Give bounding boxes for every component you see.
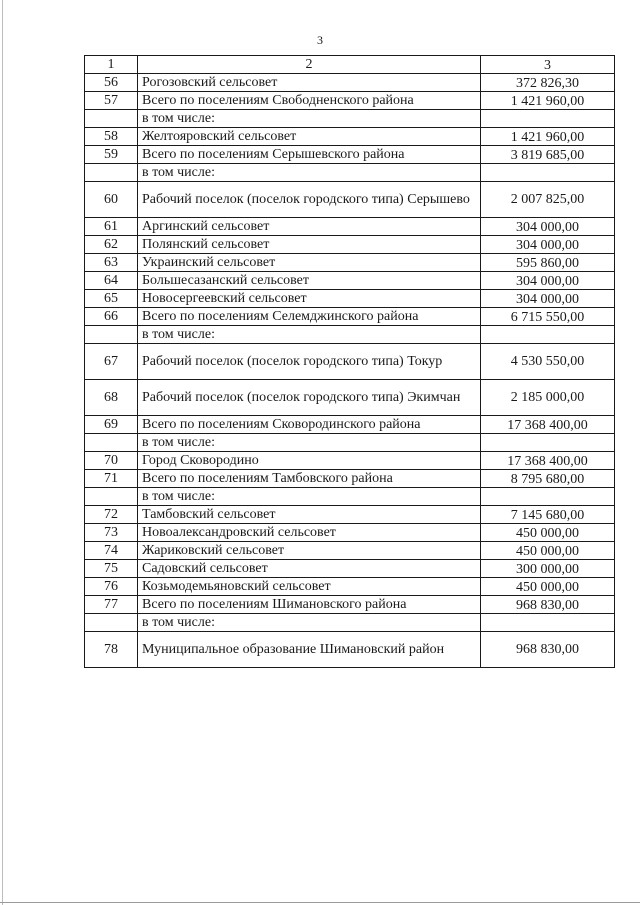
table-body: [85, 74, 615, 668]
table-row: [85, 110, 615, 128]
row-number: 66: [85, 308, 138, 326]
table-row: [85, 254, 615, 272]
row-number: 71: [85, 470, 138, 488]
settlement-name: Город Сковородино: [138, 452, 481, 470]
amount-value: [481, 434, 615, 452]
column-header-amount: 3: [481, 56, 615, 74]
settlement-name: Всего по поселениям Серышевского района: [138, 146, 481, 164]
row-number: 67: [85, 344, 138, 380]
settlement-name: Украинский сельсовет: [138, 254, 481, 272]
page-number: 3: [317, 33, 323, 47]
table-row: [85, 290, 615, 308]
settlement-name: в том числе:: [138, 434, 481, 452]
amount-value: 8 795 680,00: [481, 470, 615, 488]
amount-value: 2 185 000,00: [481, 380, 615, 416]
amount-value: 304 000,00: [481, 236, 615, 254]
row-number: 73: [85, 524, 138, 542]
row-number: 62: [85, 236, 138, 254]
table-row: [85, 344, 615, 380]
amount-value: 17 368 400,00: [481, 452, 615, 470]
table-row: [85, 470, 615, 488]
amount-value: 300 000,00: [481, 560, 615, 578]
amount-value: 304 000,00: [481, 218, 615, 236]
table-row: [85, 488, 615, 506]
amount-value: [481, 488, 615, 506]
row-number: 61: [85, 218, 138, 236]
row-number: 70: [85, 452, 138, 470]
amount-value: 1 421 960,00: [481, 92, 615, 110]
table-row: [85, 164, 615, 182]
row-number: 75: [85, 560, 138, 578]
amount-value: 450 000,00: [481, 578, 615, 596]
amount-value: 1 421 960,00: [481, 128, 615, 146]
table-row: [85, 128, 615, 146]
table-row: [85, 632, 615, 668]
settlement-name: Всего по поселениям Селемджинского района: [138, 308, 481, 326]
settlement-name: Желтояровский сельсовет: [138, 128, 481, 146]
settlement-name: Новоалександровский сельсовет: [138, 524, 481, 542]
settlement-name: в том числе:: [138, 488, 481, 506]
table-row: [85, 596, 615, 614]
row-number: 57: [85, 92, 138, 110]
settlement-name: Рабочий поселок (поселок городского типа) Серышево: [138, 182, 481, 218]
settlement-name: Полянский сельсовет: [138, 236, 481, 254]
amount-value: [481, 164, 615, 182]
row-number: [85, 326, 138, 344]
table-row: [85, 614, 615, 632]
settlement-name: Рабочий поселок (поселок городского типа) Токур: [138, 344, 481, 380]
table-row: [85, 542, 615, 560]
row-number: [85, 434, 138, 452]
row-number: 60: [85, 182, 138, 218]
settlement-name: Козьмодемьяновский сельсовет: [138, 578, 481, 596]
amount-value: 7 145 680,00: [481, 506, 615, 524]
row-number: 77: [85, 596, 138, 614]
settlement-name: Новосергеевский сельсовет: [138, 290, 481, 308]
row-number: [85, 488, 138, 506]
table-row: [85, 326, 615, 344]
amount-value: [481, 614, 615, 632]
settlement-name: в том числе:: [138, 164, 481, 182]
settlement-name: Жариковский сельсовет: [138, 542, 481, 560]
amount-value: [481, 110, 615, 128]
settlement-name: Садовский сельсовет: [138, 560, 481, 578]
settlement-name: в том числе:: [138, 326, 481, 344]
amount-value: 2 007 825,00: [481, 182, 615, 218]
amount-value: 17 368 400,00: [481, 416, 615, 434]
row-number: 59: [85, 146, 138, 164]
row-number: 64: [85, 272, 138, 290]
settlement-name: Аргинский сельсовет: [138, 218, 481, 236]
row-number: 65: [85, 290, 138, 308]
table-row: [85, 182, 615, 218]
row-number: 56: [85, 74, 138, 92]
amount-value: 304 000,00: [481, 272, 615, 290]
amount-value: 968 830,00: [481, 632, 615, 668]
scan-edge-left: [2, 0, 3, 905]
table-row: [85, 434, 615, 452]
row-number: 68: [85, 380, 138, 416]
table-row: [85, 92, 615, 110]
settlement-name: в том числе:: [138, 110, 481, 128]
row-number: [85, 164, 138, 182]
table-row: [85, 236, 615, 254]
row-number: 69: [85, 416, 138, 434]
table-row: [85, 578, 615, 596]
row-number: 72: [85, 506, 138, 524]
settlement-name: Всего по поселениям Тамбовского района: [138, 470, 481, 488]
settlement-name: Всего по поселениям Сковородинского района: [138, 416, 481, 434]
table-row: [85, 74, 615, 92]
table-row: [85, 416, 615, 434]
settlement-name: Большесазанский сельсовет: [138, 272, 481, 290]
settlement-name: Рабочий поселок (поселок городского типа) Экимчан: [138, 380, 481, 416]
scan-edge-bottom: [0, 902, 640, 903]
table-row: [85, 452, 615, 470]
table-row: [85, 524, 615, 542]
settlement-name: Всего по поселениям Свободненского района: [138, 92, 481, 110]
settlement-name: Муниципальное образование Шимановский район: [138, 632, 481, 668]
settlement-name: Тамбовский сельсовет: [138, 506, 481, 524]
amount-value: 372 826,30: [481, 74, 615, 92]
amount-value: 450 000,00: [481, 542, 615, 560]
table-row: [85, 272, 615, 290]
row-number: 74: [85, 542, 138, 560]
settlement-name: Всего по поселениям Шимановского района: [138, 596, 481, 614]
table-row: [85, 560, 615, 578]
table-row: [85, 146, 615, 164]
row-number: [85, 110, 138, 128]
row-number: 58: [85, 128, 138, 146]
amount-value: [481, 326, 615, 344]
table-row: [85, 506, 615, 524]
allocation-table: [84, 55, 615, 668]
amount-value: 595 860,00: [481, 254, 615, 272]
row-number: 78: [85, 632, 138, 668]
amount-value: 3 819 685,00: [481, 146, 615, 164]
column-header-number: 1: [85, 56, 138, 74]
settlement-name: в том числе:: [138, 614, 481, 632]
table-row: [85, 380, 615, 416]
settlement-name: Рогозовский сельсовет: [138, 74, 481, 92]
column-header-name: 2: [138, 56, 481, 74]
row-number: 76: [85, 578, 138, 596]
table-row: [85, 308, 615, 326]
amount-value: 6 715 550,00: [481, 308, 615, 326]
amount-value: 450 000,00: [481, 524, 615, 542]
row-number: [85, 614, 138, 632]
amount-value: 304 000,00: [481, 290, 615, 308]
table-header-row: [85, 56, 615, 74]
table-row: [85, 218, 615, 236]
row-number: 63: [85, 254, 138, 272]
amount-value: 968 830,00: [481, 596, 615, 614]
amount-value: 4 530 550,00: [481, 344, 615, 380]
